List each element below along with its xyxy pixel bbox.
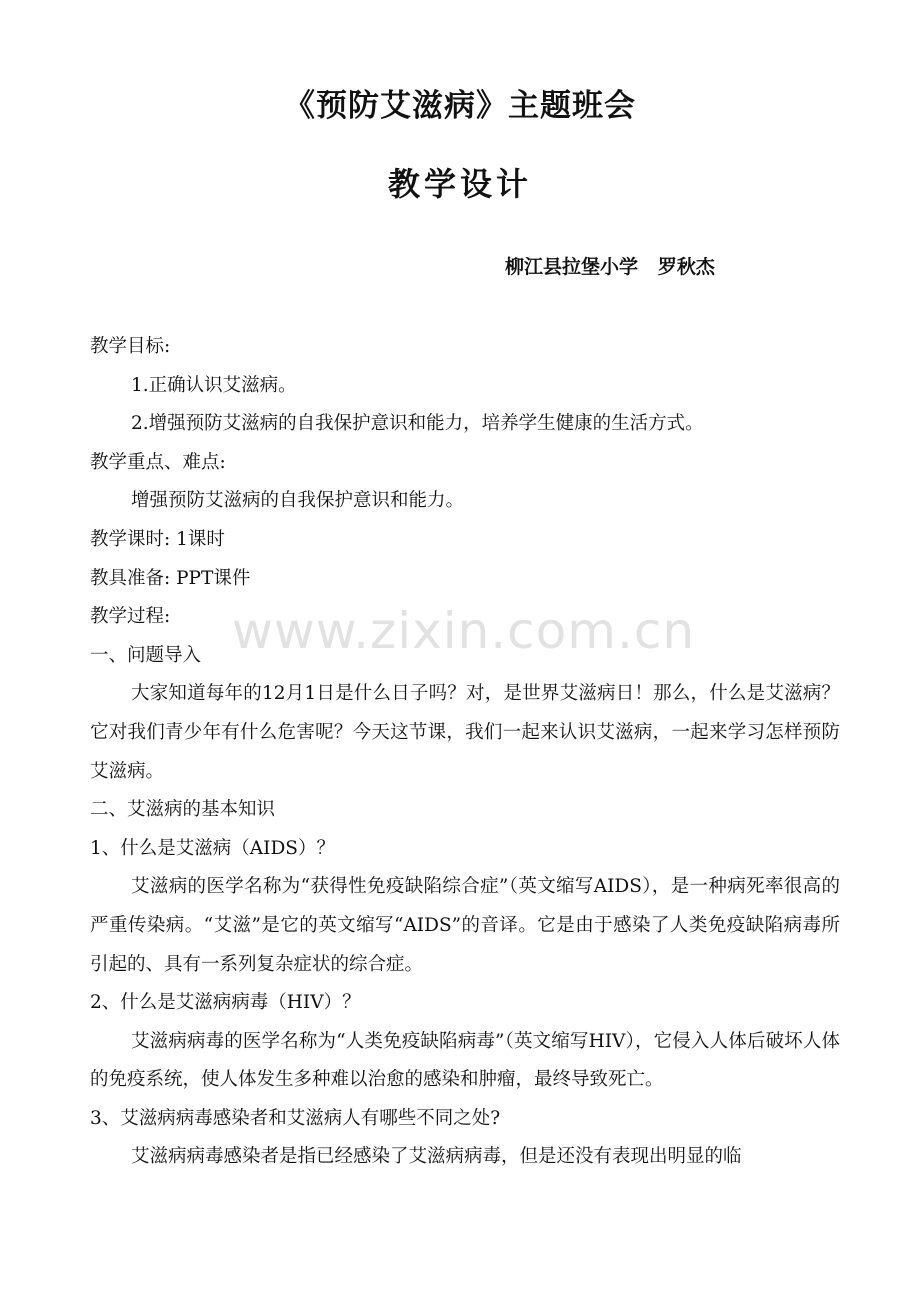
key-points-text: 增强预防艾滋病的自我保护意识和能力。: [131, 490, 465, 512]
key-points-heading: 教学重点、难点:: [90, 451, 226, 473]
question-3: 3、艾滋病病毒感染者和艾滋病人有哪些不同之处?: [90, 1107, 501, 1129]
objective-item-2: 2.增强预防艾滋病的自我保护意识和能力，培养学生健康的生活方式。: [131, 413, 704, 435]
class-hours: 教学课时: 1课时: [90, 528, 225, 550]
document-subtitle: 教学设计: [387, 165, 532, 203]
answer-1: 艾滋病的医学名称为“获得性免疫缺陷综合症”（英文缩写AIDS），是一种病死率很高的严重传染病。“艾滋”是它的英文缩写“AIDS”的音译。它是由于感染了人类免疫缺陷病毒所引起的、具有一系列复杂症状的综合症。: [90, 876, 840, 975]
document-body: [90, 328, 840, 1177]
section2-heading: 二、艾滋病的基本知识: [90, 799, 276, 821]
section1-paragraph: 大家知道每年的12月1日是什么日子吗？对，是世界艾滋病日！那么，什么是艾滋病？它对我们青少年有什么危害呢？今天这节课，我们一起来认识艾滋病，一起来学习怎样预防艾滋病。: [90, 683, 840, 782]
document-title: 《预防艾滋病》主题班会: [284, 88, 636, 124]
objective-item-1: 1.正确认识艾滋病。: [131, 374, 297, 396]
answer-3: 艾滋病病毒感染者是指已经感染了艾滋病病毒，但是还没有表现出明显的临: [131, 1146, 742, 1168]
materials: 教具准备: PPT课件: [90, 567, 251, 589]
section1-heading: 一、问题导入: [90, 644, 202, 666]
author-line: 柳江县拉堡小学 罗秋杰: [505, 256, 715, 278]
question-2: 2、什么是艾滋病病毒（HIV）？: [90, 992, 361, 1014]
objectives-heading: 教学目标:: [90, 336, 171, 357]
process-heading: 教学过程:: [90, 606, 171, 628]
watermark: www.zixin.com.cn: [232, 602, 696, 660]
question-1: 1、什么是艾滋病（AIDS）？: [90, 837, 335, 859]
answer-2: 艾滋病病毒的医学名称为“人类免疫缺陷病毒”（英文缩写HIV），它侵入人体后破坏人体的免疫系统，使人体发生多种难以治愈的感染和肿瘤，最终导致死亡。: [90, 1030, 840, 1091]
